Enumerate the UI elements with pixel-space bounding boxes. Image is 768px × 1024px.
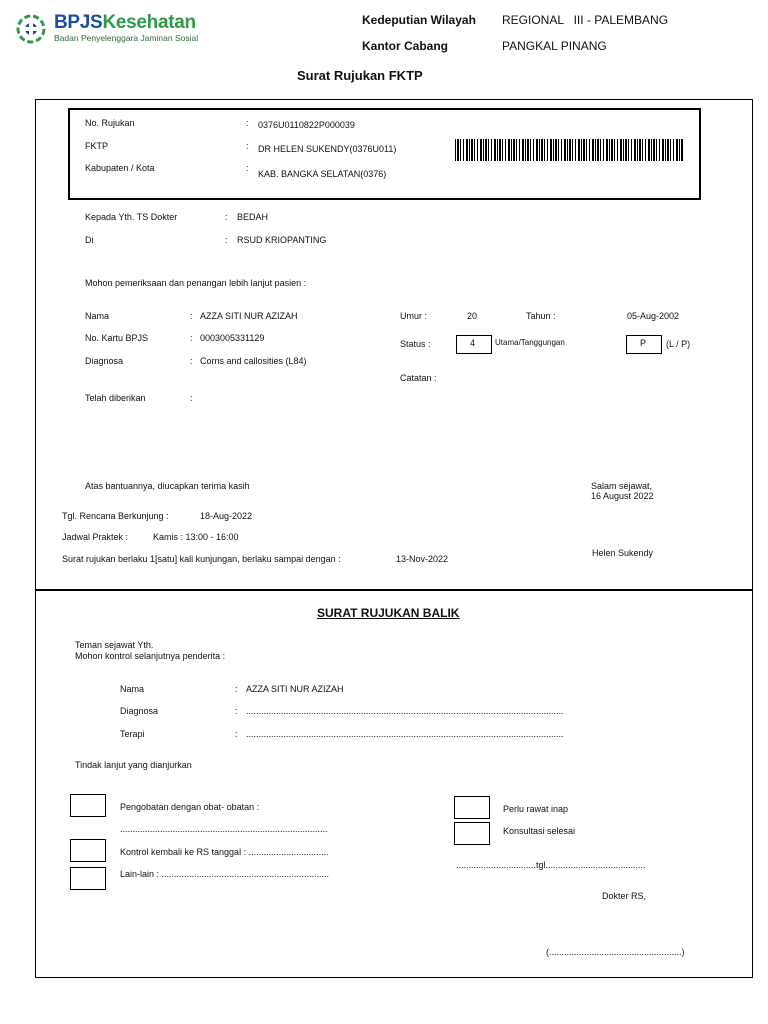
colon: :: [225, 235, 228, 245]
request-text: Mohon pemeriksaan dan penangan lebih lanjut pasien :: [85, 278, 307, 288]
umur-label: Umur :: [400, 311, 427, 321]
lain-label: Lain-lain : ...................................................................: [120, 869, 330, 879]
colon: :: [235, 706, 238, 716]
colon: :: [225, 212, 228, 222]
pengobatan-label: Pengobatan dengan obat- obatan :: [120, 802, 260, 812]
nama-value: AZZA SITI NUR AZIZAH: [200, 311, 298, 321]
colon: :: [190, 393, 193, 403]
diagnosa-value: Corns and callosities (L84): [200, 356, 307, 366]
tgl-line: ................................tgl........................................: [456, 860, 646, 870]
page-title: Surat Rujukan FKTP: [297, 68, 423, 83]
colon: :: [235, 684, 238, 694]
branch-value: PANGKAL PINANG: [502, 39, 607, 53]
fktp-label: FKTP: [85, 141, 109, 151]
tahun-value: 05-Aug-2002: [627, 311, 680, 321]
rawat-inap-label: Perlu rawat inap: [503, 804, 569, 814]
jadwal-label: Jadwal Praktek :: [62, 532, 129, 542]
jadwal-value: Kamis : 13:00 - 16:00: [153, 532, 239, 542]
diagnosa-label: Diagnosa: [85, 356, 124, 366]
catatan-label: Catatan :: [400, 373, 437, 383]
bpjs-logo-icon: [16, 14, 46, 44]
status-label: Status :: [400, 339, 431, 349]
umur-value: 20: [467, 311, 478, 321]
diagnosa-dots: ...............................................................................................................................: [246, 706, 564, 716]
logo-brand-kesehatan: Kesehatan: [102, 12, 196, 33]
di-value: RSUD KRIOPANTING: [237, 235, 327, 245]
logo-subtitle: Badan Penyelenggara Jaminan Sosial: [54, 33, 199, 43]
lain-checkbox[interactable]: [70, 867, 106, 890]
letter-date: 16 August 2022: [591, 491, 654, 501]
barcode: [455, 139, 683, 161]
gender-value: P: [640, 338, 647, 348]
deputy-label: Kedeputian Wilayah: [362, 13, 476, 27]
branch-label: Kantor Cabang: [362, 39, 449, 53]
kepada-value: BEDAH: [237, 212, 269, 222]
kab-value: KAB. BANGKA SELATAN(0376): [258, 169, 387, 179]
rawat-inap-checkbox[interactable]: [454, 796, 490, 819]
kartu-label: No. Kartu BPJS: [85, 333, 149, 343]
tahun-label: Tahun :: [526, 311, 556, 321]
balik-diagnosa-label: Diagnosa: [120, 706, 159, 716]
balik-nama-label: Nama: [120, 684, 145, 694]
pengobatan-checkbox[interactable]: [70, 794, 106, 817]
rencana-value: 18-Aug-2022: [200, 511, 253, 521]
kontrol-checkbox[interactable]: [70, 839, 106, 862]
doctor-name: Helen Sukendy: [592, 548, 654, 558]
colon: :: [190, 356, 193, 366]
pengobatan-dots: ...................................................................................: [120, 824, 328, 834]
status-desc: Utama/Tanggungan: [495, 338, 565, 347]
diberikan-label: Telah diberikan: [85, 393, 146, 403]
no-rujukan-value: 0376U0110822P000039: [258, 120, 355, 130]
balik-nama-value: AZZA SITI NUR AZIZAH: [246, 684, 344, 694]
rencana-label: Tgl. Rencana Berkunjung :: [62, 511, 169, 521]
konsultasi-label: Konsultasi selesai: [503, 826, 576, 836]
colon: :: [246, 118, 249, 128]
kab-label: Kabupaten / Kota: [85, 163, 155, 173]
colon: :: [235, 729, 238, 739]
colon: :: [190, 311, 193, 321]
balik-title: SURAT RUJUKAN BALIK: [317, 606, 460, 620]
status-value: 4: [470, 338, 476, 348]
greeting-line2: Mohon kontrol selanjutnya penderita :: [75, 651, 226, 661]
deputy-value: REGIONAL III - PALEMBANG: [502, 13, 669, 27]
thanks-text: Atas bantuannya, diucapkan terima kasih: [85, 481, 250, 491]
colon: :: [246, 163, 249, 173]
di-label: Di: [85, 235, 94, 245]
nama-label: Nama: [85, 311, 110, 321]
terapi-label: Terapi: [120, 729, 145, 739]
dokter-rs-label: Dokter RS,: [602, 891, 647, 901]
berlaku-value: 13-Nov-2022: [396, 554, 449, 564]
konsultasi-checkbox[interactable]: [454, 822, 490, 845]
kontrol-label: Kontrol kembali ke RS tanggal : ................................: [120, 847, 329, 857]
logo-brand-bpjs: BPJS: [54, 12, 103, 33]
salam-text: Salam sejawat,: [591, 481, 653, 491]
berlaku-text: Surat rujukan berlaku 1[satu] kali kunjungan, berlaku sampai dengan :: [62, 554, 341, 564]
tindak-label: Tindak lanjut yang dianjurkan: [75, 760, 192, 770]
no-rujukan-label: No. Rujukan: [85, 118, 135, 128]
signature-line: (.....................................................): [546, 947, 685, 957]
kartu-value: 0003005331129: [200, 333, 265, 343]
fktp-value: DR HELEN SUKENDY(0376U011): [258, 144, 397, 154]
kepada-label: Kepada Yth. TS Dokter: [85, 212, 178, 222]
greeting-line1: Teman sejawat Yth.: [75, 640, 154, 650]
terapi-dots: ...............................................................................................................................: [246, 729, 564, 739]
gender-desc: (L / P): [666, 339, 691, 349]
colon: :: [246, 141, 249, 151]
colon: :: [190, 333, 193, 343]
